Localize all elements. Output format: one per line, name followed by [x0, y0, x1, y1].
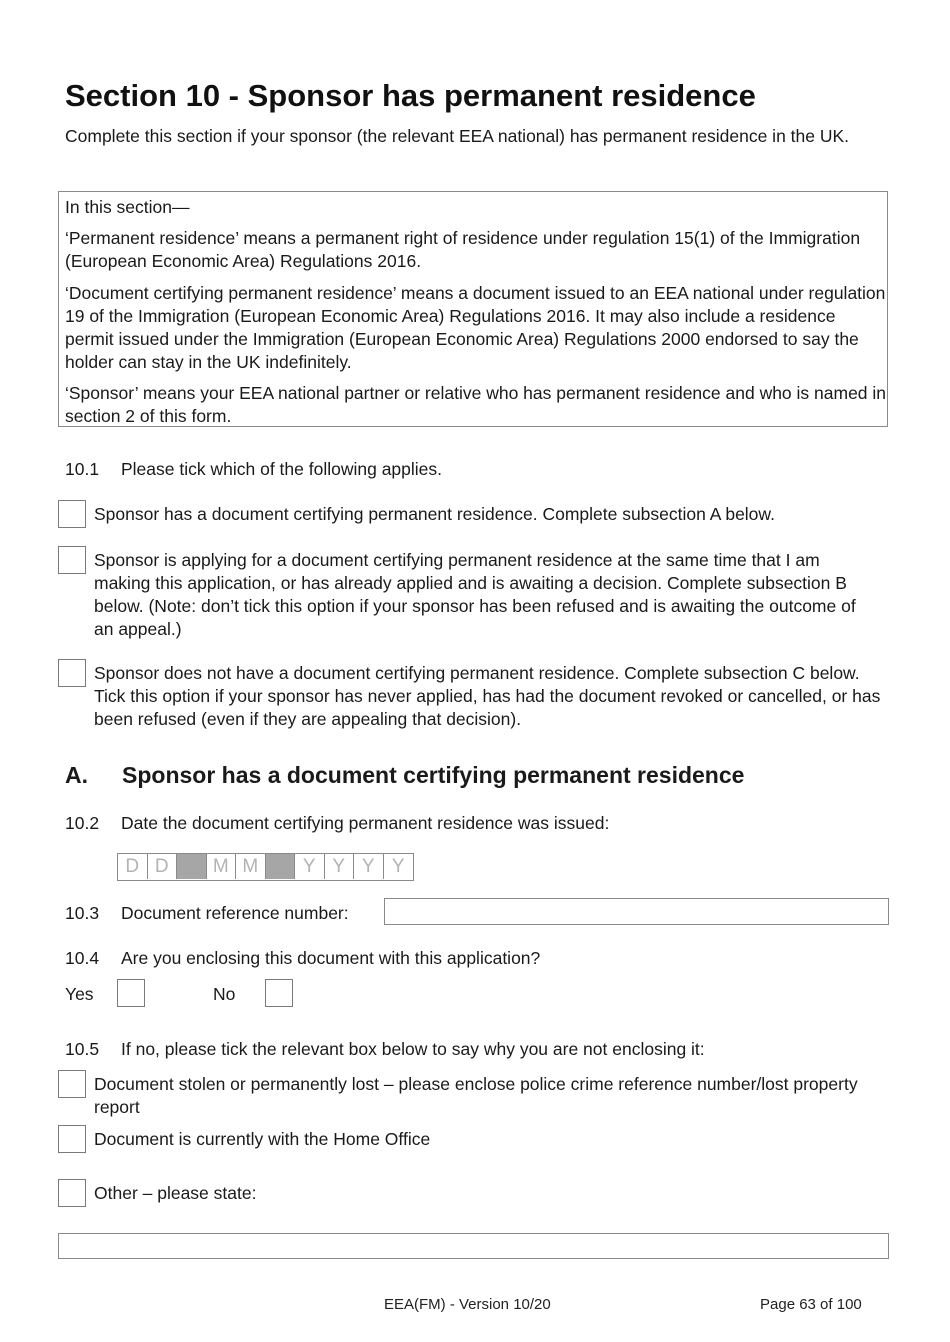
- reason-home-office-label: Document is currently with the Home Office: [94, 1129, 431, 1149]
- option-no-document-checkbox[interactable]: [58, 659, 86, 687]
- document-reference-field[interactable]: [384, 898, 889, 925]
- date-year-digit-1[interactable]: Y: [295, 854, 325, 879]
- option-applying-checkbox[interactable]: [58, 546, 86, 574]
- yes-label: Yes: [65, 984, 94, 1004]
- reason-home-office-checkbox[interactable]: [58, 1125, 86, 1153]
- reason-stolen-checkbox[interactable]: [58, 1070, 86, 1098]
- question-number-10-2: 10.2: [65, 813, 100, 833]
- reason-other-label: Other – please state:: [94, 1183, 257, 1203]
- question-10-4-text: Are you enclosing this document with this application?: [121, 948, 541, 968]
- page-number: Page 63 of 100: [760, 1296, 862, 1313]
- date-separator: [177, 854, 207, 879]
- question-number-10-4: 10.4: [65, 948, 100, 968]
- date-year-digit-4[interactable]: Y: [391, 856, 405, 877]
- date-year-digit-3[interactable]: Y: [354, 854, 384, 879]
- definition-permanent-residence: ‘Permanent residence’ means a permanent right of residence under regulation 15(1) of the Immigration (European Economic Area) Regulations 2016.: [65, 228, 861, 271]
- definition-document-certifying: ‘Document certifying permanent residence’ means a document issued to an EEA national under regulation 19 of the Immigration (European Economic Area) Regulations 2016. It may also include a residence permit issued under the Immigration (European Economic Area) Regulations 2000 endorsed to say the holder can stay in the UK indefinitely.: [65, 283, 886, 372]
- date-month-digit-2[interactable]: M: [236, 854, 266, 879]
- question-10-1-text: Please tick which of the following applies.: [121, 459, 443, 479]
- reason-other-checkbox[interactable]: [58, 1179, 86, 1207]
- other-reason-field[interactable]: [58, 1233, 889, 1259]
- definitions-box: [58, 191, 888, 427]
- option-has-document-label: Sponsor has a document certifying permanent residence. Complete subsection A below.: [94, 504, 775, 524]
- date-day-digit-1[interactable]: D: [118, 854, 148, 879]
- option-has-document-checkbox[interactable]: [58, 500, 86, 528]
- date-day-digit-2[interactable]: D: [148, 854, 178, 879]
- question-number-10-5: 10.5: [65, 1039, 100, 1059]
- question-10-3-text: Document reference number:: [121, 903, 349, 923]
- form-version: EEA(FM) - Version 10/20: [384, 1296, 551, 1313]
- section-intro: Complete this section if your sponsor (the relevant EEA national) has permanent residence in the UK.: [65, 126, 850, 146]
- date-separator: [266, 854, 296, 879]
- question-10-5-text: If no, please tick the relevant box below to say why you are not enclosing it:: [121, 1039, 705, 1059]
- option-no-document-label: Sponsor does not have a document certifying permanent residence. Complete subsection C below. Tick this option if your sponsor has never applied, has had the document revoked or cancelled, or has been refused (even if they are appealing that decision).: [94, 663, 881, 729]
- date-year-digit-2[interactable]: Y: [325, 854, 355, 879]
- question-number-10-3: 10.3: [65, 903, 100, 923]
- question-number-10-1: 10.1: [65, 459, 100, 479]
- definition-sponsor: ‘Sponsor’ means your EEA national partner or relative who has permanent residence and who is named in section 2 of this form.: [65, 383, 887, 426]
- no-checkbox[interactable]: [265, 979, 293, 1007]
- date-month-digit-1[interactable]: M: [207, 854, 237, 879]
- option-applying-label: Sponsor is applying for a document certifying permanent residence at the same time that I am making this application, or has already applied and is awaiting a decision. Complete subsection B below. (Note: don’t tick this option if your sponsor has been refused and is awaiting the outcome of an appeal.): [94, 550, 856, 639]
- reason-stolen-label: Document stolen or permanently lost – please enclose police crime reference number/lost property report: [94, 1074, 858, 1117]
- no-label: No: [213, 984, 236, 1004]
- page-title: Section 10 - Sponsor has permanent residence: [65, 78, 756, 113]
- yes-checkbox[interactable]: [117, 979, 145, 1007]
- subsection-a-letter: A.: [65, 762, 88, 788]
- definitions-heading: In this section—: [65, 197, 190, 217]
- question-10-2-text: Date the document certifying permanent residence was issued:: [121, 813, 610, 833]
- issue-date-input[interactable]: [117, 853, 414, 881]
- subsection-a-title: Sponsor has a document certifying permanent residence: [122, 762, 745, 788]
